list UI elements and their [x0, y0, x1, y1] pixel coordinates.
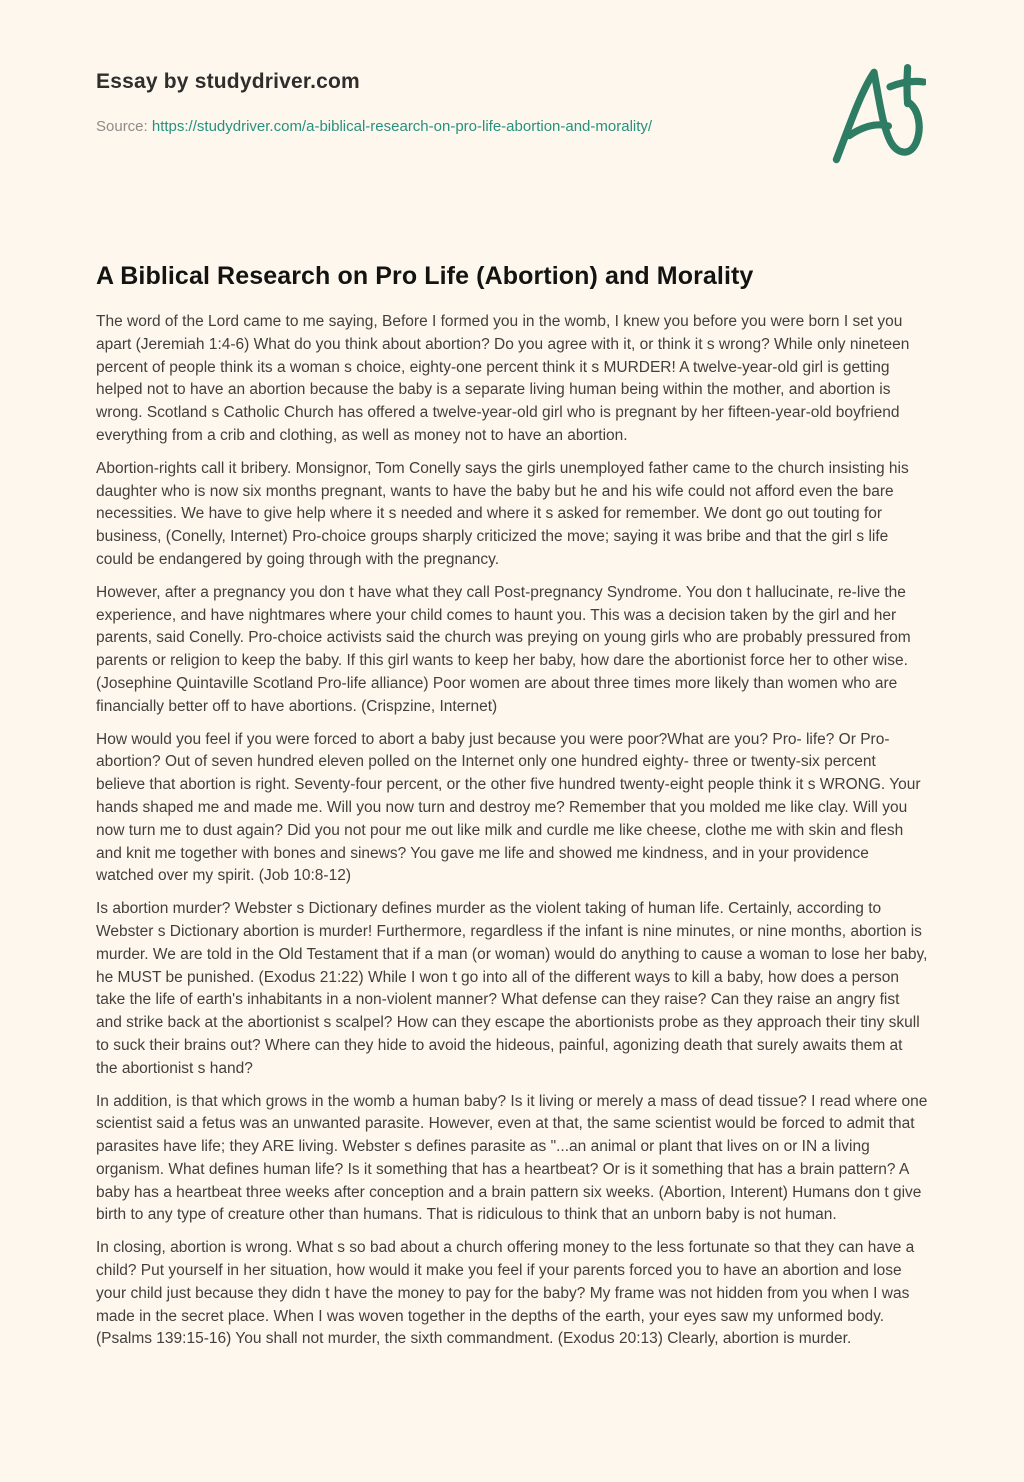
essay-paragraph-7: In closing, abortion is wrong. What s so bad about a church offering money to the less fortunate so that they can have a child? Put yourself in her situation, how would it make you feel if your parents forced you to have an abortion and lose your child just because they didn t have the money to pay for the baby? My frame was not hidden from you when I was made in the secret place. When I was woven together in the depths of the earth, your eyes saw my unformed body. (Psalms 139:15-16) You shall not murder, the sixth commandment. (Exodus 20:13) Clearly, abortion is murder. — [96, 1239, 915, 1348]
essay-paragraph-3: However, after a pregnancy you don t have what they call Post-pregnancy Syndrome. You don t hallucinate, re-live the experience, and have nightmares where your child comes to haunt you. This was a decision taken by the girl and her parents, said Conelly. Pro-choice activists said the church was preying on young girls who are probably pressured from parents or religion to keep the baby. If this girl wants to keep her baby, how dare the abortionist force her to other wise. (Josephine Quintaville Scotland Pro-life alliance) Poor women are about three times more likely than women who are financially better off to have abortions. (Crispzine, Internet) — [96, 583, 911, 715]
source-label: Source: — [96, 118, 148, 135]
a-plus-logo-icon — [830, 62, 926, 166]
page-header — [96, 0, 928, 166]
essay-paragraph-2: Abortion-rights call it bribery. Monsignor, Tom Conelly says the girls unemployed father came to the church insisting his daughter who is now six months pregnant, wants to have the baby but he and his wife could not afford even the bare necessities. We have to give help where it s needed and where it s asked for remember. We dont go out touting for business, (Conelly, Internet) Pro-choice groups sharply criticized the move; saying it was bribe and that the girl s life could be endangered by going through with the pregnancy. — [96, 459, 909, 568]
source-line — [96, 118, 652, 135]
essay-body — [96, 311, 928, 1351]
site-heading: Essay by studydriver.com — [96, 70, 360, 93]
essay-paragraph-6: In addition, is that which grows in the womb a human baby? Is it living or merely a mass of dead tissue? I read where one scientist said a fetus was an unwanted parasite. However, even at that, the same scientist would be forced to admit that parasites have life; they ARE living. Webster s defines parasite as "...an animal or plant that lives on or IN a living organism. What defines human life? Is it something that has a heartbeat? Or is it something that has a brain pattern? A baby has a heartbeat three weeks after conception and a brain pattern six weeks. (Abortion, Interent) Humans don t give birth to any type of creature other than humans. That is ridiculous to think that an unborn baby is not human. — [96, 1092, 928, 1224]
essay-paragraph-5: Is abortion murder? Webster s Dictionary defines murder as the violent taking of human life. Certainly, according to Webster s Dictionary abortion is murder! Furthermore, regardless if the infant is nine minutes, or nine months, abortion is murder. We are told in the Old Testament that if a man (or woman) would do anything to cause a woman to lose her baby, he MUST be punished. (Exodus 21:22) While I won t go into all of the different ways to kill a baby, how does a person take the life of earth's inhabitants in a non-violent manner? What defense can they raise? Can they raise an angry fist and strike back at the abortionist s scalpel? How can they escape the abortionists probe as they approach their tiny skull to suck their brains out? Where can they hide to avoid the hideous, painful, agonizing death that surely awaits them at the abortionist s hand? — [96, 900, 928, 1077]
essay-title: A Biblical Research on Pro Life (Abortion) and Morality — [96, 262, 754, 290]
essay-content — [96, 262, 928, 1351]
a-plus-logo-svg — [830, 62, 926, 166]
essay-paragraph-1: The word of the Lord came to me saying, Before I formed you in the womb, I knew you before you were born I set you apart (Jeremiah 1:4-6) What do you think about abortion? Do you agree with it, or think it s wrong? While only nineteen percent of people think its a woman s choice, eighty-one percent think it s MURDER! A twelve-year-old girl is getting helped not to have an abortion because the baby is a separate living human being within the mother, and abortion is wrong. Scotland s Catholic Church has offered a twelve-year-old girl who is pregnant by her fifteen-year-old boyfriend everything from a crib and clothing, as well as money not to have an abortion. — [96, 313, 910, 444]
essay-paragraph-4: How would you feel if you were forced to abort a baby just because you were poor?What are you? Pro- life? Or Pro-abortion? Out of seven hundred eleven polled on the Internet only one hundred eighty- three or twenty-six percent believe that abortion is right. Seventy-four percent, or the other five hundred twenty-eight people think it s WRONG. Your hands shaped me and made me. Will you now turn and destroy me? Remember that you molded me like clay. Will you now turn me to dust again? Did you not pour me out like milk and curdle me like cheese, clothe me with skin and flesh and knit me together with bones and sinews? You gave me life and showed me kindness, and in your providence watched over my spirit. (Job 10:8-12) — [96, 730, 921, 885]
header-text-block — [96, 70, 652, 135]
source-url-link[interactable]: https://studydriver.com/a-biblical-research-on-pro-life-abortion-and-morality/ — [151, 118, 653, 135]
